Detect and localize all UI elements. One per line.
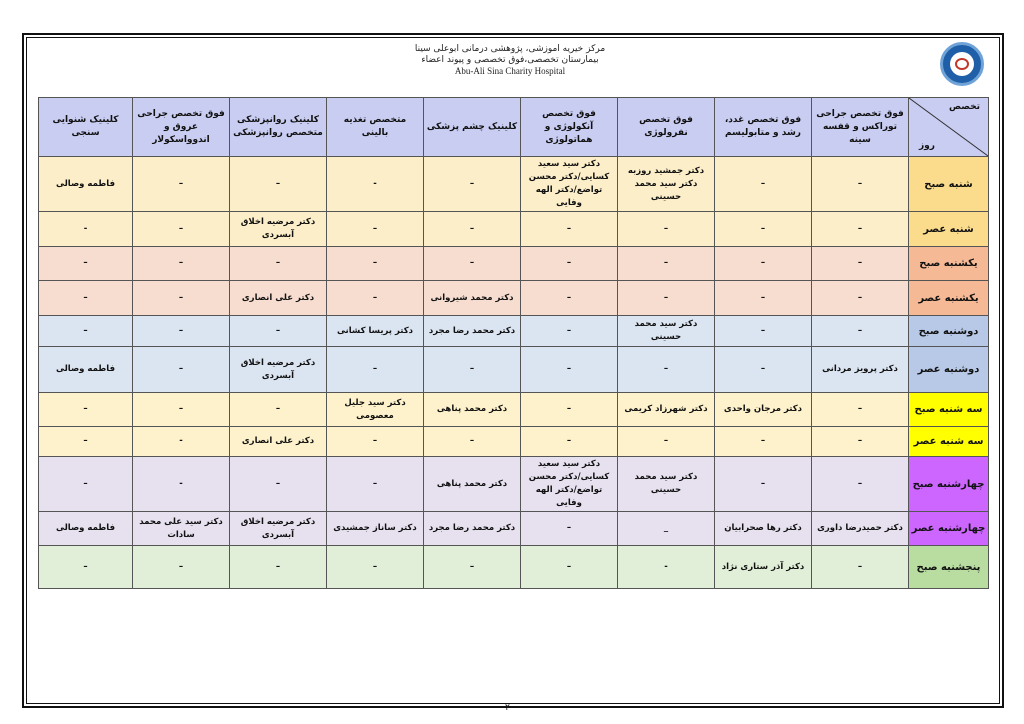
column-header: متخصص تغذیه بالینی [327, 98, 424, 157]
schedule-cell: دکتر مرجان واحدی [715, 393, 812, 427]
column-header: کلینیک چشم پزشکی [424, 98, 521, 157]
day-cell: دوشنبه صبح [909, 316, 989, 347]
schedule-cell: – [39, 457, 133, 512]
schedule-cell: فاطمه وصالی [39, 347, 133, 393]
schedule-cell: – [812, 427, 909, 457]
table-row [39, 347, 989, 393]
table-row [39, 247, 989, 281]
schedule-cell: – [618, 247, 715, 281]
column-header: فوق تخصص جراحی عروق و اندوواسکولار [133, 98, 230, 157]
schedule-cell: دکتر علی انصاری [230, 427, 327, 457]
schedule-cell: – [521, 393, 618, 427]
schedule-cell: – [39, 247, 133, 281]
schedule-cell: – [327, 427, 424, 457]
schedule-cell: دکتر سید محمد حسینی [618, 316, 715, 347]
schedule-cell: – [812, 316, 909, 347]
schedule-cell: – [39, 546, 133, 589]
schedule-cell: دکتر مرضیه اخلاق آبسردی [230, 212, 327, 247]
schedule-cell: – [327, 457, 424, 512]
schedule-cell: دکتر سید سعید کسایی/دکتر محسن تواضع/دکتر الهه وفایی [521, 457, 618, 512]
table-row [39, 427, 989, 457]
schedule-cell: – [133, 316, 230, 347]
column-header: فوق تخصص آنکولوژی و هماتولوژی [521, 98, 618, 157]
schedule-cell: – [812, 546, 909, 589]
schedule-cell: – [39, 393, 133, 427]
schedule-cell: – [133, 393, 230, 427]
day-cell: یکشنبه صبح [909, 247, 989, 281]
table-row [39, 457, 989, 512]
day-cell: چهارشنبه صبح [909, 457, 989, 512]
schedule-cell: – [230, 457, 327, 512]
schedule-cell: – [715, 316, 812, 347]
schedule-cell: – [812, 247, 909, 281]
corner-day-label: روز [919, 141, 935, 151]
schedule-cell: – [133, 212, 230, 247]
schedule-cell: – [715, 247, 812, 281]
day-cell: پنجشنبه صبح [909, 546, 989, 589]
schedule-cell: دکتر حمیدرضا داوری [812, 512, 909, 546]
schedule-cell: – [618, 347, 715, 393]
day-cell: شنبه عصر [909, 212, 989, 247]
schedule-cell: دکتر جمشید روزبه دکتر سید محمد حسینی [618, 157, 715, 212]
schedule-cell: – [812, 281, 909, 316]
schedule-cell: – [521, 427, 618, 457]
table-row [39, 393, 989, 427]
day-cell: سه شنبه عصر [909, 427, 989, 457]
schedule-cell: – [521, 247, 618, 281]
schedule-cell: دکتر سید جلیل معصومی [327, 393, 424, 427]
schedule-cell: – [133, 281, 230, 316]
schedule-cell: – [133, 546, 230, 589]
schedule-cell: دکتر سید علی محمد سادات [133, 512, 230, 546]
schedule-cell: – [521, 316, 618, 347]
table-row [39, 212, 989, 247]
schedule-cell: دکتر پرویز مردانی [812, 347, 909, 393]
schedule-cell: دکتر آذر ستاری نژاد [715, 546, 812, 589]
schedule-cell: – [715, 457, 812, 512]
schedule-cell: فاطمه وصالی [39, 157, 133, 212]
day-cell: یکشنبه عصر [909, 281, 989, 316]
schedule-cell: - [618, 546, 715, 589]
schedule-cell: - [39, 212, 133, 247]
schedule-cell: دکتر رها صحرابیان [715, 512, 812, 546]
column-header: کلینیک شنوایی سنجی [39, 98, 133, 157]
day-cell: دوشنبه عصر [909, 347, 989, 393]
hospital-logo [940, 42, 984, 86]
schedule-cell: دکتر مرضیه اخلاق آبسردی [230, 512, 327, 546]
table-row [39, 512, 989, 546]
schedule-cell: – [521, 546, 618, 589]
schedule-cell: - [133, 457, 230, 512]
schedule-cell: – [39, 281, 133, 316]
schedule-cell: – [327, 247, 424, 281]
schedule-cell: – [521, 347, 618, 393]
schedule-cell: دکتر محمد پناهی [424, 393, 521, 427]
schedule-cell: دکتر محمد پناهی [424, 457, 521, 512]
table-row [39, 546, 989, 589]
schedule-cell: – [327, 546, 424, 589]
schedule-cell: – [715, 157, 812, 212]
schedule-cell: – [812, 393, 909, 427]
schedule-cell: – [424, 347, 521, 393]
schedule-cell: – [327, 212, 424, 247]
schedule-cell: – [327, 347, 424, 393]
schedule-cell: – [230, 247, 327, 281]
schedule-cell: – [133, 347, 230, 393]
day-cell: سه شنبه صبح [909, 393, 989, 427]
clinic-schedule-table [38, 97, 989, 589]
schedule-cell: – [133, 157, 230, 212]
table-header-row [39, 98, 989, 157]
header-corner-cell [909, 98, 989, 157]
schedule-cell: – [715, 347, 812, 393]
schedule-cell: – [715, 212, 812, 247]
schedule-cell: – [424, 427, 521, 457]
column-header: فوق تخصص غدد، رشد و متابولیسم [715, 98, 812, 157]
schedule-cell: – [618, 281, 715, 316]
schedule-cell: – [133, 247, 230, 281]
schedule-cell: – [424, 247, 521, 281]
schedule-cell: – [521, 212, 618, 247]
schedule-cell: – [812, 157, 909, 212]
schedule-cell: دکتر محمد شیروانی [424, 281, 521, 316]
day-cell: چهارشنبه عصر [909, 512, 989, 546]
schedule-cell: دکتر ساناز جمشیدی [327, 512, 424, 546]
schedule-cell: – [715, 427, 812, 457]
column-header: فوق تخصص جراحی توراکس و قفسه سینه [812, 98, 909, 157]
schedule-cell: دکتر پریسا کشانی [327, 316, 424, 347]
header-line-1: مرکز خیریه اموزشی، پژوهشی درمانی ابوعلی سینا [414, 44, 606, 54]
schedule-cell: – [230, 316, 327, 347]
schedule-cell: دکتر علی انصاری [230, 281, 327, 316]
schedule-cell: – [812, 212, 909, 247]
schedule-cell: دکتر مرضیه اخلاق آبسردی [230, 347, 327, 393]
schedule-cell: - [133, 427, 230, 457]
schedule-cell: دکتر سید محمد حسینی [618, 457, 715, 512]
hospital-header [380, 44, 640, 77]
schedule-cell: – [230, 546, 327, 589]
schedule-cell: – [424, 157, 521, 212]
schedule-cell: – [618, 427, 715, 457]
schedule-table-wrapper [38, 97, 988, 589]
column-header: فوق تخصص نفرولوژی [618, 98, 715, 157]
schedule-cell: – [39, 427, 133, 457]
schedule-cell: – [424, 546, 521, 589]
schedule-cell: – [521, 512, 618, 546]
header-line-2: بیمارستان تخصصی،فوق تخصصی و پیوند اعضاء [421, 55, 599, 65]
schedule-cell: دکتر سید سعید کسایی/دکتر محسن تواضع/دکتر الهه وفایی [521, 157, 618, 212]
column-header: کلینیک روانپزشکی متخصص روانپزشکی [230, 98, 327, 157]
schedule-cell: – [327, 281, 424, 316]
schedule-cell: _ [618, 512, 715, 546]
table-row [39, 157, 989, 212]
schedule-cell: - [327, 157, 424, 212]
corner-specialty-label: تخصص [948, 102, 980, 112]
schedule-cell: – [715, 281, 812, 316]
table-body [39, 157, 989, 589]
page-number: ۲ [505, 703, 510, 713]
day-cell: شنبه صبح [909, 157, 989, 212]
schedule-cell: – [230, 393, 327, 427]
schedule-cell: – [39, 316, 133, 347]
schedule-cell: دکتر شهرزاد کریمی [618, 393, 715, 427]
schedule-cell: – [618, 212, 715, 247]
table-row [39, 316, 989, 347]
schedule-cell: – [812, 457, 909, 512]
header-line-3: Abu-Ali Sina Charity Hospital [454, 66, 566, 76]
schedule-cell: – [424, 212, 521, 247]
table-row [39, 281, 989, 316]
schedule-cell: – [521, 281, 618, 316]
schedule-cell: دکتر محمد رضا مجرد [424, 316, 521, 347]
schedule-cell: فاطمه وصالی [39, 512, 133, 546]
schedule-cell: دکتر محمد رضا مجرد [424, 512, 521, 546]
schedule-cell: – [230, 157, 327, 212]
